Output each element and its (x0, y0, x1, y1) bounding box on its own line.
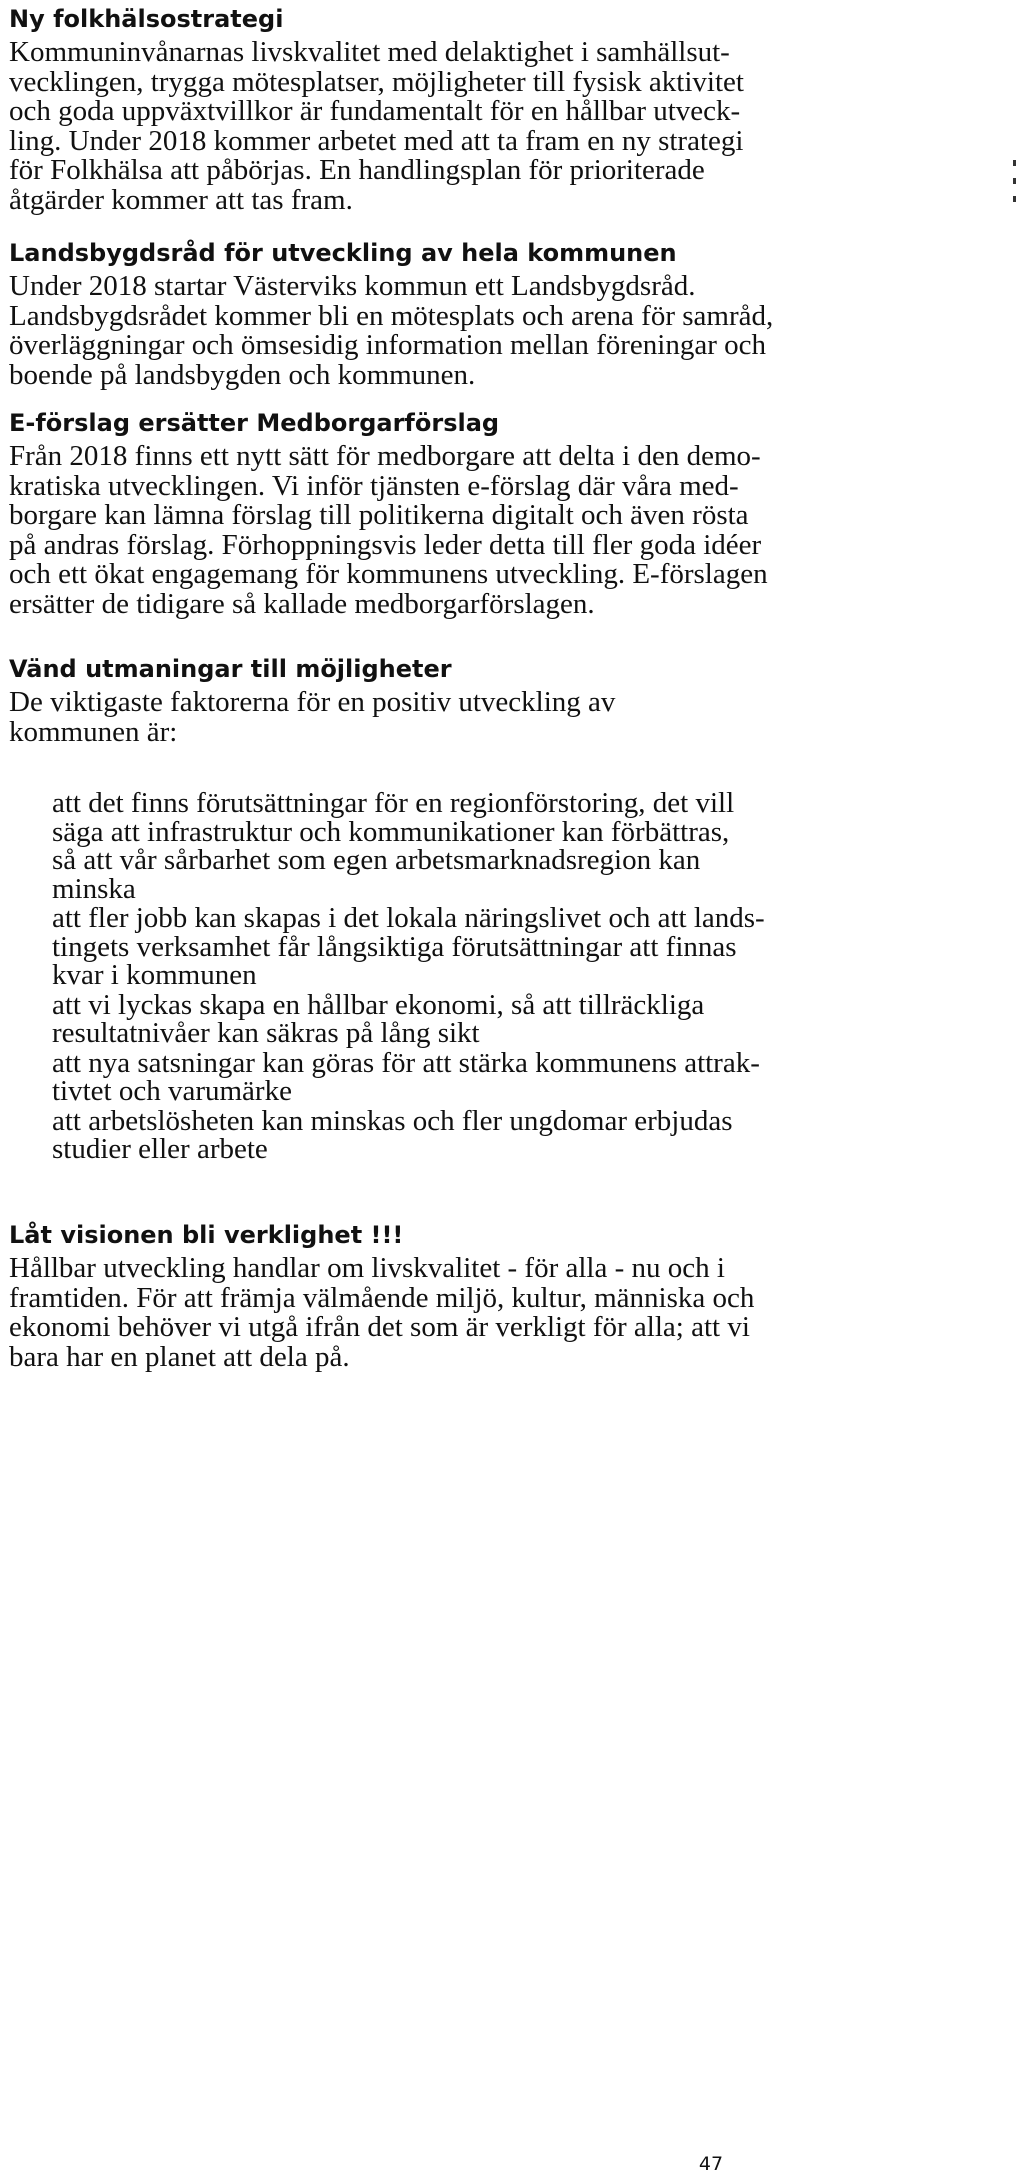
list-item: att arbetslösheten kan minskas och fler ungdomar erbjudas studier eller arbete (52, 1104, 733, 1165)
section-body: De viktigaste faktorerna för en positiv utveckling av kommunen är: (9, 686, 616, 748)
section-body: Kommuninvånarnas livskvalitet med delaktighet i samhällsut- vecklingen, trygga mötesplatser, möjligheter till fysisk aktivitet och goda uppväxtvillkor är fundamentalt för en hållbar utveck- ling. Under 2018 kommer arbetet med att ta fram en ny strategi för Folkhälsa att påbörjas. En handlingsplan för prioriterade åtgärder kommer att tas fram. (9, 36, 744, 216)
section-heading: Låt visionen bli verklighet !!! (9, 1221, 404, 1249)
section-heading: E-förslag ersätter Medborgarförslag (9, 409, 500, 437)
section-e-forslag (9, 408, 1009, 619)
section-body: Under 2018 startar Västerviks kommun ett Landsbygdsråd. Landsbygdsrådet kommer bli en mötesplats och arena för samråd, överläggningar och ömsesidig information mellan föreningar och boende på landsbygden och kommunen. (9, 270, 774, 391)
section-heading: Vänd utmaningar till möjligheter (9, 655, 452, 683)
section-utmaningar (9, 654, 1009, 1165)
section-body: Hållbar utveckling handlar om livskvalitet - för alla - nu och i framtiden. För att främja välmående miljö, kultur, människa och ekonomi behöver vi utgå ifrån det som är verkligt för alla; att vi bara har en planet att dela på. (9, 1252, 755, 1373)
list-item: att fler jobb kan skapas i det lokala näringslivet och att lands- tingets verksamhet får långsiktiga förutsättningar att finnas kvar i kommunen (52, 902, 765, 991)
margin-mark (1013, 160, 1016, 218)
section-body: Från 2018 finns ett nytt sätt för medborgare att delta i den demo- kratiska utvecklingen. Vi inför tjänsten e-förslag där våra med- borgare kan lämna förslag till politikerna digitalt och även rösta på andras förslag. Förhoppningsvis leder detta till fler goda idéer och ett ökat engagemang för kommunens utveckling. E-förslagen ersätter de tidigare så kallade medborgarförslagen. (9, 440, 768, 620)
list-item: att nya satsningar kan göras för att stärka kommunens attrak- tivtet och varumärke (52, 1046, 760, 1107)
factor-list (9, 789, 1009, 1164)
section-heading: Ny folkhälsostrategi (9, 5, 284, 33)
section-landsbygdsrad (9, 238, 1009, 390)
section-visionen (9, 1220, 1009, 1372)
page-number: 47 (698, 2153, 724, 2175)
section-heading: Landsbygdsråd för utveckling av hela kommunen (9, 239, 677, 267)
list-item: att vi lyckas skapa en hållbar ekonomi, så att tillräckliga resultatnivåer kan säkras på lång sikt (52, 988, 705, 1049)
list-item: att det finns förutsättningar för en regionförstoring, det vill säga att infrastruktur och kommunikationer kan förbättras, så att vår sårbarhet som egen arbetsmarknadsregion kan minska (52, 787, 735, 905)
section-folkhalsostrategi (9, 4, 1009, 215)
